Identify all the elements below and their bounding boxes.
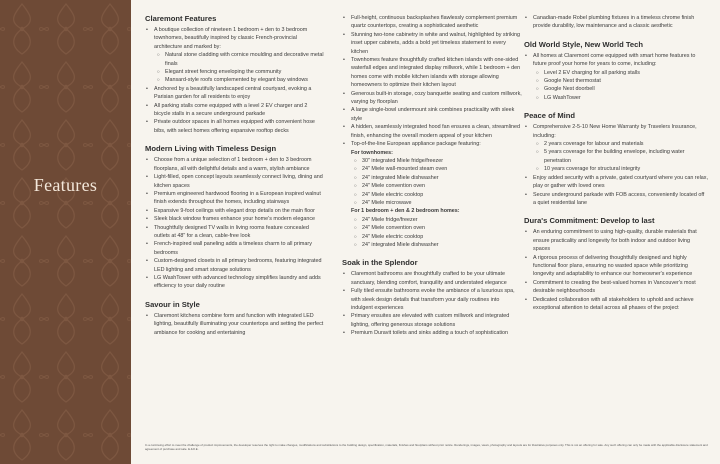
- list-item: • Thoughtfully designed TV walls in living rooms feature concealed outlets at 48" for a clean, cable-free look: [145, 224, 325, 241]
- sub-list-item: ○ 24" integrated Miele dishwasher: [342, 241, 522, 249]
- list-item: • Secure underground parkade with FOB access, conveniently located off a quiet residential lane: [524, 191, 708, 208]
- list-item: • All parking stalls come equipped with a level 2 EV charger and 2 bicycle stalls in a secure underground parkade: [145, 102, 325, 119]
- sidebar-panel: [0, 0, 131, 464]
- sub-list-item: ○ 24" Miele wall-mounted steam oven: [342, 165, 522, 173]
- list-item: • French-inspired wall paneling adds a timeless charm to all primary bedrooms: [145, 240, 325, 257]
- list-item: • Canadian-made Robel plumbing fixtures in a timeless chrome finish provide durability, low maintenance and a classic aesthetic: [524, 14, 708, 31]
- list-item: • Commitment to creating the best-valued homes in Vancouver's most desirable neighbourhoods: [524, 279, 708, 296]
- bedroom-appliance-list: [342, 216, 522, 250]
- list-item: • An enduring commitment to using high-quality, durable materials that ensure practicality and longevity for both indoor and outdoor living spaces: [524, 228, 708, 253]
- savour-list: [145, 312, 325, 337]
- sub-list-item: ○ 24" Miele electric cooktop: [342, 233, 522, 241]
- list-item: • Custom-designed closets in all primary bedrooms, featuring integrated LED lighting and smart storage solutions: [145, 257, 325, 274]
- section-title-oldworld: Old World Style, New World Tech: [524, 39, 643, 49]
- sub-list-item: ○ 24" integrated Miele dishwasher: [342, 174, 522, 182]
- list-item: • Fully tiled ensuite bathrooms evoke the ambiance of a luxurious spa, with sleek design details that transform your daily routines into indulgent experiences: [342, 287, 522, 312]
- soak-list: [342, 270, 522, 337]
- plumbing-list: [524, 14, 708, 31]
- sub-list-item: ○ Elegant street fencing enveloping the community: [145, 68, 325, 76]
- sub-list-item: ○ 2 years coverage for labour and materials: [524, 140, 708, 148]
- sidebar-title: Features: [33, 175, 98, 195]
- list-item: • Comprehensive 2-5-10 New Home Warranty by Travelers Insurance, including:: [524, 123, 708, 140]
- list-item: • Enjoy added security with a private, gated courtyard where you can relax, play or gather with loved ones: [524, 174, 708, 191]
- section-title-soak: Soak in the Splendor: [342, 258, 418, 268]
- list-item: • Top-of-the-line European appliance package featuring:: [342, 140, 522, 148]
- list-item: • Primary ensuites are elevated with custom millwork and integrated lighting, offering generous storage solutions: [342, 312, 522, 329]
- list-item: • A rigorous process of delivering thoughtfully designed and highly functional floor plans, ensuring no wasted space while prioritizing longevity and adaptability to enhance our homeowner's experience: [524, 254, 708, 279]
- section-title-peace: Peace of Mind: [524, 111, 576, 121]
- sub-list-item: ○ 24" Miele convention oven: [342, 182, 522, 190]
- sub-list-item: ○ 30" integrated Miele fridge/freezer: [342, 157, 522, 165]
- section-title-modern: Modern Living with Timeless Design: [145, 144, 277, 154]
- list-item: • Sleek black window frames enhance your home's modern elegance: [145, 215, 325, 223]
- bedroom-homes-label: For 1 bedroom + den & 2 bedroom homes:: [351, 208, 460, 215]
- sub-list-item: ○ Mansard-style roofs complemented by elegant bay windows: [145, 76, 325, 84]
- section-title-dura: Dura's Commitment: Develop to last: [524, 216, 655, 226]
- list-item: • A hidden, seamlessly integrated hood fan ensures a clean, streamlined finish, enhancing the overall modern appeal of your kitchen: [342, 123, 522, 140]
- list-item: • Townhomes feature thoughtfully crafted kitchen islands with one-sided waterfall edges and integrated display millwork, while 1 bedroom + den homes come with mobile kitchen islands with storage allowing homeowners to optimize their kitchen layout: [342, 56, 522, 90]
- section-title-claremont: Claremont Features: [145, 14, 217, 23]
- column-2: [342, 14, 522, 338]
- list-item: • Premium Duravit toilets and sinks adding a touch of sophistication: [342, 329, 522, 337]
- disclaimer-footer: In a continuing effort to meet the challenge of product improvements, the developer reserves the right to make changes, modifications and substitutions to the building design, specification, materials, finishes and floorplans without prior notice. Renderings, images, views, photography and layouts are for illustrative purposes only. This is not an offering for sale. Any such offering can only be made with the applicable disclosure statement and agreement of purchase and sale. E.&O.E.: [145, 443, 708, 451]
- sub-list-item: ○ 24" Miele microwave: [342, 199, 522, 207]
- claremont-list: [145, 26, 325, 135]
- sub-list-item: ○ LG WashTower: [524, 94, 708, 102]
- list-item: • Anchored by a beautifully landscaped central courtyard, evoking a Parisian garden for all residents to enjoy: [145, 85, 325, 102]
- sub-list-item: ○ Google Nest thermostat: [524, 77, 708, 85]
- peace-list: [524, 123, 708, 207]
- sub-list-item: ○ 24" Miele convention oven: [342, 224, 522, 232]
- content-area: [131, 0, 720, 464]
- list-item: • Light-filled, open concept layouts seamlessly connect living, dining and kitchen spaces: [145, 173, 325, 190]
- list-item: • Stunning two-tone cabinetry in white and walnut, highlighted by striking inset upper cabinets, adds a bold yet timeless statement to every kitchen: [342, 31, 522, 56]
- list-item: • Expansive 9-foot ceilings with elegant drop details on the main floor: [145, 207, 325, 215]
- townhomes-label: For townhomes:: [351, 149, 393, 156]
- column-1: [145, 14, 325, 337]
- sub-list-item: ○ 24" Miele electric cooktop: [342, 191, 522, 199]
- sub-list-item: ○ Level 2 EV charging for all parking stalls: [524, 69, 708, 77]
- list-item: • LG WashTower with advanced technology simplifies laundry and adds efficiency to your daily routine: [145, 274, 325, 291]
- townhomes-appliance-list: [342, 157, 522, 207]
- modern-list: [145, 156, 325, 291]
- section-title-savour: Savour in Style: [145, 299, 200, 309]
- list-item: • Choose from a unique selection of 1 bedroom + den to 3 bedroom floorplans, all with delightful details and a warm, stylish ambiance: [145, 156, 325, 173]
- list-item: • Premium engineered hardwood flooring in a European inspired walnut finish extends throughout the homes, including stairways: [145, 190, 325, 207]
- oldworld-list: [524, 52, 708, 102]
- sub-list-item: ○ 24" Miele fridge/freezer: [342, 216, 522, 224]
- list-item: • A boutique collection of nineteen 1 bedroom + den to 3 bedroom townhomes, beautifully inspired by classic French-provincial architecture and marked by:: [145, 26, 325, 51]
- list-item: • Claremont bathrooms are thoughtfully crafted to be your ultimate sanctuary, blending comfort, tranquility and understated elegance: [342, 270, 522, 287]
- list-item: • Private outdoor spaces in all homes equipped with convenient hose bibs, with select homes offering expansive rooftop decks: [145, 118, 325, 135]
- sub-list-item: ○ Google Nest doorbell: [524, 85, 708, 93]
- list-item: • A large single-bowl undermount sink combines practicality with sleek style: [342, 106, 522, 123]
- list-item: • Generous built-in storage, cozy banquette seating and custom millwork, varying by floorplan: [342, 90, 522, 107]
- sub-list-item: ○ 5 years coverage for the building envelope, including water penetration: [524, 148, 708, 165]
- list-item: • Dedicated collaboration with all stakeholders to uphold and achieve exceptional attention to detail across all phases of the project: [524, 296, 708, 313]
- sub-list-item: ○ Natural stone cladding with cornice moulding and decorative metal finals: [145, 51, 325, 68]
- list-item: • All homes at Claremont come equipped with smart home features to future proof your home for years to come, including:: [524, 52, 708, 69]
- sub-list-item: ○ 10 years coverage for structural integrity: [524, 165, 708, 173]
- column-3: [524, 14, 708, 312]
- kitchen-list: [342, 14, 522, 149]
- list-item: • Full-height, continuous backsplashes flawlessly complement premium quartz countertops, creating a sophisticated aesthetic: [342, 14, 522, 31]
- damask-pattern-icon: [0, 0, 131, 464]
- list-item: • Claremont kitchens combine form and function with integrated LED lighting, beautifully illuminating your countertops and setting the perfect ambiance for cooking and entertaining: [145, 312, 325, 337]
- dura-list: [524, 228, 708, 312]
